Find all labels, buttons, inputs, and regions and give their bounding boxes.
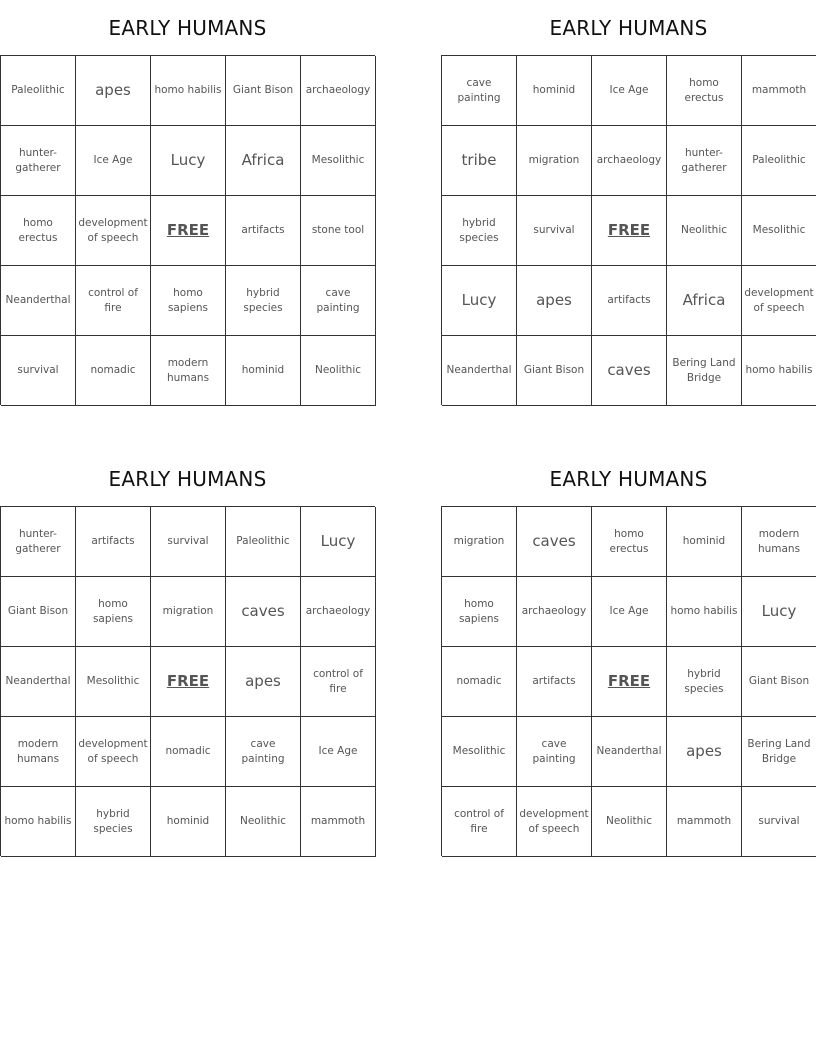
bingo-cell: migration (517, 126, 592, 196)
free-space-cell: FREE (151, 196, 226, 266)
bingo-cell: Giant Bison (517, 336, 592, 406)
bingo-cell: Ice Age (76, 126, 151, 196)
free-space-cell: FREE (151, 647, 226, 717)
bingo-cell: Ice Age (592, 577, 667, 647)
bingo-cell: artifacts (226, 196, 301, 266)
card-title: EARLY HUMANS (108, 467, 267, 491)
bingo-cell: Giant Bison (226, 56, 301, 126)
bingo-cell: homo sapiens (151, 266, 226, 336)
bingo-cell: Neolithic (592, 787, 667, 857)
bingo-card-2 (441, 0, 816, 405)
bingo-cell: hybrid species (76, 787, 151, 857)
bingo-cell: Neanderthal (442, 336, 517, 406)
bingo-cell: Giant Bison (742, 647, 816, 717)
bingo-cell: Lucy (742, 577, 816, 647)
bingo-cell: cave painting (517, 717, 592, 787)
bingo-cell: cave painting (226, 717, 301, 787)
bingo-cell: nomadic (442, 647, 517, 717)
card-title: EARLY HUMANS (108, 16, 267, 40)
bingo-grid (441, 506, 816, 856)
bingo-cell: Africa (667, 266, 742, 336)
bingo-cell: homo sapiens (76, 577, 151, 647)
bingo-cell: Neolithic (301, 336, 376, 406)
bingo-cell: development of speech (742, 266, 816, 336)
bingo-cell: Ice Age (592, 56, 667, 126)
bingo-cell: hominid (151, 787, 226, 857)
bingo-card-4 (441, 451, 816, 856)
bingo-cell: artifacts (76, 507, 151, 577)
bingo-cell: Neanderthal (1, 266, 76, 336)
bingo-cell: hybrid species (442, 196, 517, 266)
bingo-cell: migration (151, 577, 226, 647)
bingo-cell: homo habilis (667, 577, 742, 647)
bingo-cell: archaeology (592, 126, 667, 196)
free-space-cell: FREE (592, 647, 667, 717)
bingo-cell: Neanderthal (1, 647, 76, 717)
bingo-cell: tribe (442, 126, 517, 196)
bingo-cell: archaeology (517, 577, 592, 647)
bingo-cell: hominid (517, 56, 592, 126)
bingo-cell: homo habilis (1, 787, 76, 857)
bingo-cell: homo habilis (742, 336, 816, 406)
bingo-cell: survival (742, 787, 816, 857)
bingo-cell: modern humans (742, 507, 816, 577)
bingo-cell: Paleolithic (742, 126, 816, 196)
bingo-cell: hominid (667, 507, 742, 577)
bingo-cell: control of fire (301, 647, 376, 717)
bingo-cell: Mesolithic (76, 647, 151, 717)
bingo-cell: Mesolithic (301, 126, 376, 196)
bingo-cell: nomadic (151, 717, 226, 787)
bingo-cell: hunter- gatherer (1, 507, 76, 577)
card-title: EARLY HUMANS (549, 16, 708, 40)
bingo-cell: development of speech (76, 196, 151, 266)
bingo-cell: survival (1, 336, 76, 406)
bingo-cell: homo erectus (592, 507, 667, 577)
bingo-cell: Lucy (442, 266, 517, 336)
bingo-cell: development of speech (76, 717, 151, 787)
bingo-cell: caves (592, 336, 667, 406)
bingo-cell: cave painting (442, 56, 517, 126)
bingo-cell: artifacts (517, 647, 592, 717)
bingo-cell: Africa (226, 126, 301, 196)
bingo-cell: modern humans (151, 336, 226, 406)
bingo-cell: hybrid species (226, 266, 301, 336)
bingo-cell: caves (226, 577, 301, 647)
bingo-cell: Giant Bison (1, 577, 76, 647)
bingo-cell: apes (667, 717, 742, 787)
bingo-cell: Lucy (151, 126, 226, 196)
bingo-cell: stone tool (301, 196, 376, 266)
bingo-cell: Bering Land Bridge (742, 717, 816, 787)
bingo-cell: apes (226, 647, 301, 717)
bingo-cell: archaeology (301, 577, 376, 647)
bingo-cell: apes (76, 56, 151, 126)
bingo-cell: mammoth (667, 787, 742, 857)
bingo-cell: Paleolithic (226, 507, 301, 577)
bingo-grid (0, 506, 375, 856)
bingo-cell: modern humans (1, 717, 76, 787)
bingo-cell: Mesolithic (742, 196, 816, 266)
bingo-cell: Bering Land Bridge (667, 336, 742, 406)
bingo-cell: Paleolithic (1, 56, 76, 126)
bingo-cell: control of fire (442, 787, 517, 857)
bingo-cell: homo habilis (151, 56, 226, 126)
bingo-cell: homo erectus (667, 56, 742, 126)
bingo-cell: Mesolithic (442, 717, 517, 787)
bingo-cell: Ice Age (301, 717, 376, 787)
bingo-grid (441, 55, 816, 405)
bingo-cell: development of speech (517, 787, 592, 857)
bingo-cell: archaeology (301, 56, 376, 126)
bingo-cell: hunter- gatherer (1, 126, 76, 196)
bingo-cell: Neanderthal (592, 717, 667, 787)
bingo-cell: control of fire (76, 266, 151, 336)
free-space-cell: FREE (592, 196, 667, 266)
bingo-cell: migration (442, 507, 517, 577)
bingo-card-3 (0, 451, 375, 856)
bingo-cell: hybrid species (667, 647, 742, 717)
bingo-cell: survival (517, 196, 592, 266)
bingo-cell: homo erectus (1, 196, 76, 266)
bingo-grid (0, 55, 375, 405)
bingo-cell: hunter- gatherer (667, 126, 742, 196)
bingo-cell: mammoth (301, 787, 376, 857)
bingo-cell: Neolithic (226, 787, 301, 857)
bingo-cell: survival (151, 507, 226, 577)
bingo-cell: Lucy (301, 507, 376, 577)
bingo-cell: apes (517, 266, 592, 336)
bingo-cell: hominid (226, 336, 301, 406)
bingo-cell: artifacts (592, 266, 667, 336)
bingo-cell: homo sapiens (442, 577, 517, 647)
bingo-cell: cave painting (301, 266, 376, 336)
bingo-cell: caves (517, 507, 592, 577)
bingo-card-1 (0, 0, 375, 405)
bingo-cell: Neolithic (667, 196, 742, 266)
bingo-cell: nomadic (76, 336, 151, 406)
bingo-cell: mammoth (742, 56, 816, 126)
card-title: EARLY HUMANS (549, 467, 708, 491)
